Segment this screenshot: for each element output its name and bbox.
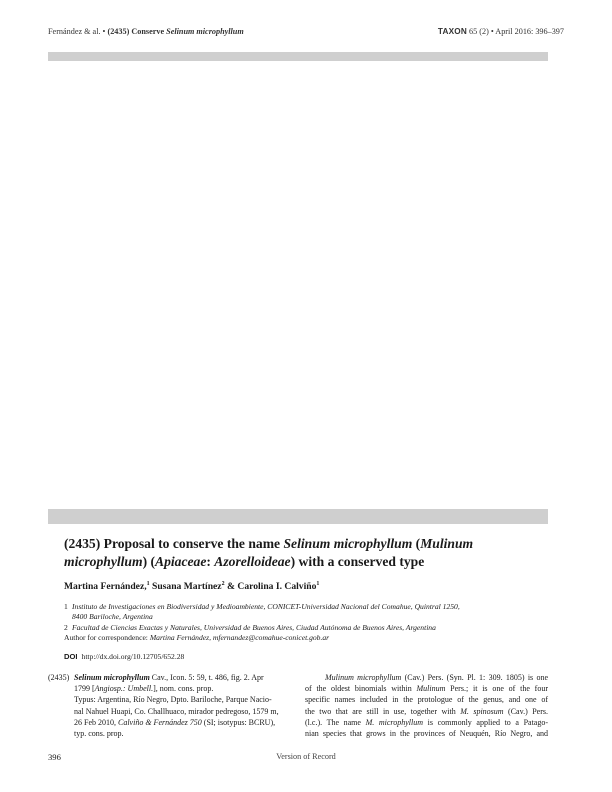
title-taxon-mulinum: Mulinum microphyllum	[64, 536, 474, 569]
entry-text: Typus: Argentina, Río Negro, Dpto. Bariloche, Parque Nacio-	[74, 695, 272, 705]
affiliation-1	[64, 602, 544, 622]
affiliation-2	[64, 623, 544, 633]
title-part: (	[412, 536, 421, 551]
correspondence	[64, 633, 329, 642]
entry-text: (SI; isotypus: BCRU),	[201, 717, 276, 727]
page-number: 396	[48, 752, 61, 762]
affiliation-text: Facultad de Ciencias Exactas y Naturales, Universidad de Buenos Aires, Ciudad Autónoma de Buenos Aires, Argentina	[72, 623, 436, 632]
author-list	[64, 581, 319, 592]
body-text: (Cav.) Pers.	[503, 706, 548, 716]
author-affil-sup: 2	[221, 581, 225, 587]
body-text: specific names included in the protologue of the genus, and one of	[305, 695, 548, 705]
entry-taxon-name: Selinum microphyllum	[74, 673, 150, 682]
running-header-right	[438, 27, 564, 36]
entry-text: Cav., Icon. 5: 59, t. 486, fig. 2. Apr	[149, 673, 264, 682]
body-text: nian species that grows in the provinces of Neuquén, Río Negro, and	[305, 729, 548, 739]
right-column	[305, 672, 548, 739]
header-authors: Fernández & al. •	[48, 27, 106, 36]
correspondence-label: Author for correspondence:	[64, 633, 148, 642]
header-title-taxon: Selinum microphyllum	[166, 27, 244, 36]
header-title-prefix: (2435) Conserve	[107, 27, 165, 36]
title-part: (2435) Proposal to conserve the name	[64, 536, 284, 551]
affiliation-number: 1	[64, 602, 68, 611]
article-title	[64, 535, 544, 570]
doi-link[interactable]: http://dx.doi.org/10.12705/652.28	[81, 652, 185, 661]
entry-text: typ. cons. prop.	[74, 729, 124, 739]
author-affil-sup: 1	[146, 581, 150, 587]
title-taxon-selinum: Selinum microphyllum	[283, 536, 413, 551]
entry-text: 1799 [	[74, 684, 95, 694]
title-part: ) with a conserved type	[290, 553, 425, 569]
entry-collectors: Calviño & Fernández 750	[118, 717, 202, 727]
author-separator: &	[226, 581, 235, 593]
doi-line	[64, 652, 184, 661]
doi-label: DOI	[64, 652, 78, 661]
body-text: (Cav.) Pers. (Syn. Pl. 1: 309. 1805) is one	[401, 673, 549, 682]
running-header-left	[48, 27, 244, 36]
body-text: is commonly applied to a Patago-	[423, 717, 549, 727]
affiliation-number: 2	[64, 623, 68, 632]
body-text: (l.c.). The name	[305, 717, 366, 727]
entry-text: ], nom. cons. prop.	[153, 684, 214, 694]
header-journal: TAXON	[437, 27, 467, 36]
author-name: Susana Martínez	[152, 581, 222, 593]
affiliation-text: 8400 Bariloche, Argentina	[72, 612, 153, 622]
title-subfamily: Azorelloideae	[214, 553, 291, 569]
version-label: Version of Record	[276, 752, 336, 761]
author-name: Carolina I. Calviño	[237, 581, 317, 593]
body-taxon: Mulinum microphyllum	[325, 673, 402, 682]
author-name: Martina Fernández,	[64, 581, 147, 593]
entry-text: nal Nahuel Huapi, Co. Challhuaco, mirador pedregoso, 1579 m,	[74, 706, 279, 716]
title-divider-bar	[48, 509, 548, 524]
header-citation: 65 (2) • April 2016: 396–397	[469, 27, 564, 36]
body-taxon: M. spinosum	[460, 706, 504, 716]
affiliation-text: Instituto de Investigaciones en Biodiversidad y Medioambiente, CONICET-Universidad Nacional del Comahue, Quintral 1250,	[72, 602, 460, 611]
title-part: ) (	[142, 553, 156, 569]
title-part: :	[206, 553, 215, 569]
proposal-number: (2435)	[48, 673, 70, 682]
body-taxon: M. microphyllum	[365, 717, 423, 727]
body-text: Pers.; it is one of the four	[445, 684, 549, 694]
body-text: the two that are still in use, together with	[305, 706, 461, 716]
entry-text: 26 Feb 2010,	[74, 717, 118, 727]
body-text: of the oldest binomials within	[305, 684, 417, 694]
left-column	[48, 672, 292, 739]
title-family: Apiaceae	[155, 553, 207, 569]
entry-text-italic: Angiosp.: Umbell.	[94, 684, 154, 694]
top-divider-bar	[48, 52, 548, 61]
correspondence-email[interactable]: Martina Fernández, mfernandez@comahue-conicet.gob.ar	[149, 633, 330, 642]
nomenclatural-entry	[74, 672, 292, 739]
author-affil-sup: 1	[316, 581, 320, 587]
body-taxon: Mulinum	[416, 684, 446, 694]
